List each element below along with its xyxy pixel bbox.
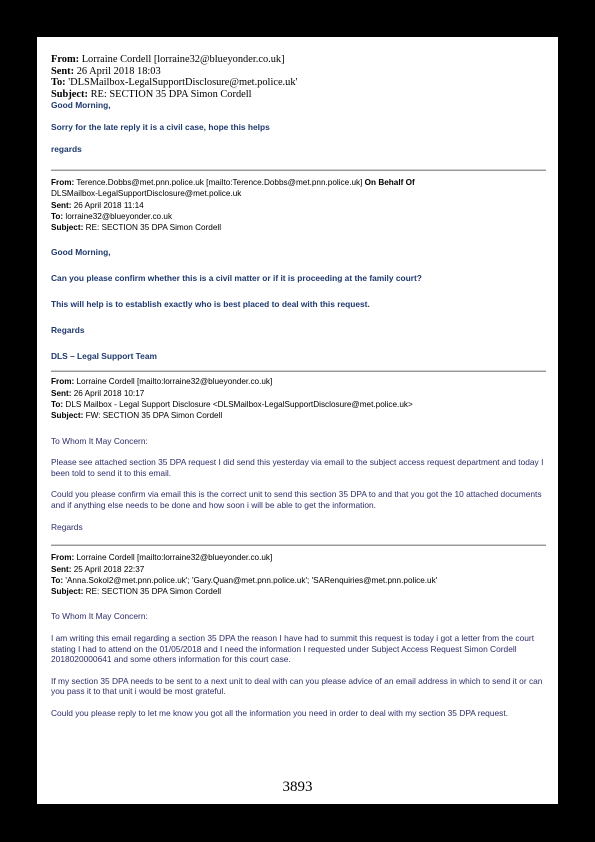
email-2-team: DLS – Legal Support Team — [51, 351, 157, 362]
from-label: From: — [51, 553, 75, 563]
email-2-paragraph: Can you please confirm whether this is a civil matter or if it is proceeding at the family court? — [51, 273, 422, 284]
from-value: Lorraine Cordell [mailto:lorraine32@blueyonder.co.uk] — [76, 553, 273, 563]
sent-label: Sent: — [51, 200, 72, 210]
subject-label: Subject: — [51, 223, 84, 233]
email-2-paragraph: This will help is to establish exactly who is best placed to deal with this request. — [51, 299, 370, 310]
email-2-header — [51, 177, 546, 233]
to-value: DLS Mailbox - Legal Support Disclosure <DLSMailbox-LegalSupportDisclosure@met.police.uk> — [65, 400, 413, 410]
on-behalf-label: On Behalf Of — [364, 178, 415, 187]
email-4-header — [51, 552, 546, 597]
to-value: 'DLSMailbox-LegalSupportDisclosure@met.police.uk' — [68, 77, 298, 88]
to-value: lorraine32@blueyonder.co.uk — [65, 211, 173, 221]
email-4-paragraph: If my section 35 DPA needs to be sent to a next unit to deal with can you please advice of an email address in which to send it or can you pass it to that unit i would be most grateful. — [51, 675, 543, 697]
email-4 — [51, 552, 546, 718]
email-1-body: Sorry for the late reply it is a civil case, hope this helps — [51, 122, 270, 132]
to-label: To: — [51, 77, 66, 88]
from-value-continued: DLSMailbox-LegalSupportDisclosure@met.police.uk — [51, 189, 242, 199]
subject-value: RE: SECTION 35 DPA Simon Cordell — [85, 587, 222, 597]
email-3-paragraph: Please see attached section 35 DPA request I did send this yesterday via email to the subject access request department and today I been told to send it to this email. — [51, 457, 544, 478]
email-2-greeting: Good Morning, — [51, 247, 111, 258]
email-1-signoff: regards — [51, 144, 82, 154]
sent-label: Sent: — [51, 388, 72, 398]
email-1-header — [51, 54, 546, 100]
email-thread — [51, 54, 546, 719]
sent-value: 26 April 2018 11:14 — [73, 200, 144, 210]
to-label: To: — [51, 575, 64, 585]
subject-label: Subject: — [51, 88, 88, 100]
document-page — [37, 37, 558, 804]
email-4-greeting: To Whom It May Concern: — [51, 611, 148, 622]
from-label: From: — [51, 377, 75, 387]
from-label: From: — [51, 54, 80, 65]
email-3 — [51, 376, 546, 532]
email-3-paragraph: Could you please confirm via email this is the correct unit to send this section 35 DPA to and that you got the 10 attached documents and if anything else needs to be done and how soon i will be able to get the information. — [51, 489, 542, 511]
divider — [51, 169, 546, 171]
email-4-paragraph: Could you please reply to let me know you got all the information you need in order to deal with my section 35 DPA request. — [51, 707, 508, 718]
email-3-header — [51, 376, 546, 421]
subject-value: FW: SECTION 35 DPA Simon Cordell — [85, 411, 223, 421]
email-1-greeting: Good Morning, — [51, 100, 111, 110]
subject-label: Subject: — [51, 411, 84, 421]
to-label: To: — [51, 211, 64, 221]
email-1 — [51, 54, 546, 155]
subject-value: RE: SECTION 35 DPA Simon Cordell — [85, 223, 222, 233]
email-2-signoff: Regards — [51, 325, 85, 336]
email-3-signoff: Regards — [51, 521, 83, 532]
from-value: Terence.Dobbs@met.pnn.police.uk [mailto:Terence.Dobbs@met.pnn.police.uk] — [76, 178, 363, 187]
subject-value: RE: SECTION 35 DPA Simon Cordell — [90, 88, 252, 100]
email-3-greeting: To Whom It May Concern: — [51, 435, 148, 446]
sent-value: 25 April 2018 22:37 — [73, 564, 145, 574]
subject-label: Subject: — [51, 587, 84, 597]
sent-value: 26 April 2018 10:17 — [73, 388, 145, 398]
email-2 — [51, 177, 546, 362]
email-4-paragraph: I am writing this email regarding a section 35 DPA the reason I have had to summit this request is today i got a letter from the court stating I had to attend on the 01/05/2018 and I need the information I requested under Subject Access Request Simon Cordell 2018020000641 and some others information for this court case. — [51, 633, 535, 665]
to-value: 'Anna.Sokol2@met.pnn.police.uk'; 'Gary.Quan@met.pnn.police.uk'; 'SARenquiries@met.pnn.police.uk' — [65, 575, 438, 585]
sent-label: Sent: — [51, 65, 75, 77]
page-number: 3893 — [282, 779, 313, 795]
from-value: Lorraine Cordell [mailto:lorraine32@blueyonder.co.uk] — [76, 377, 273, 387]
divider — [51, 544, 546, 546]
divider — [51, 370, 546, 372]
to-label: To: — [51, 400, 64, 410]
from-label: From: — [51, 178, 75, 187]
sent-label: Sent: — [51, 564, 72, 574]
from-value: Lorraine Cordell [lorraine32@blueyonder.co.uk] — [81, 54, 285, 65]
sent-value: 26 April 2018 18:03 — [76, 65, 161, 77]
